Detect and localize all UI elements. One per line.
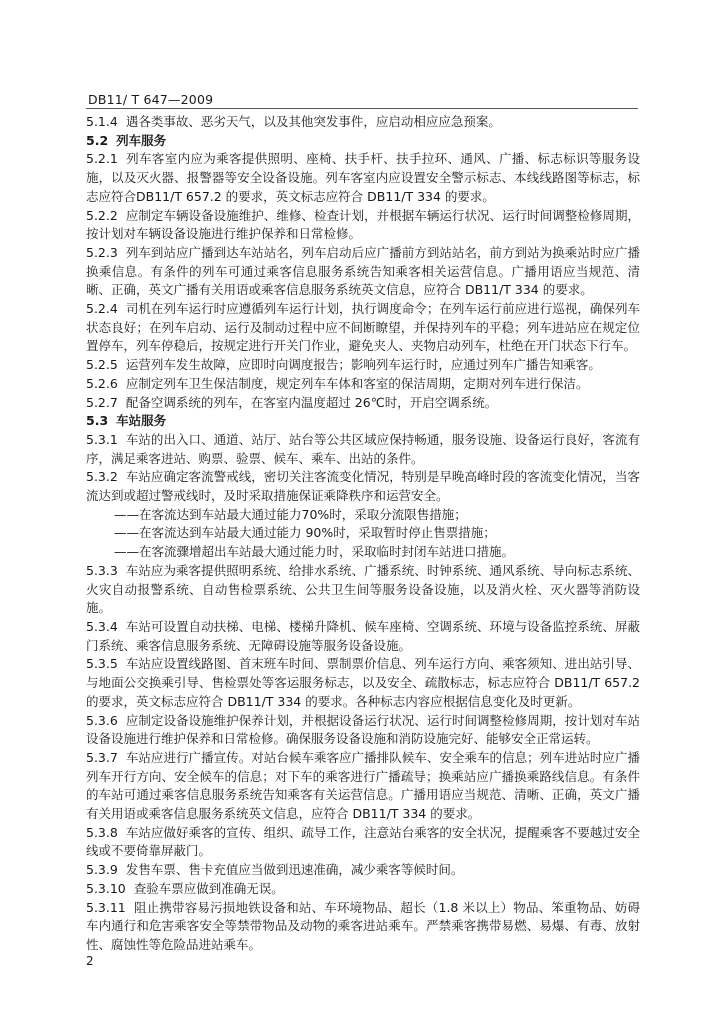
clause-number: 5.2.6 [86, 375, 118, 391]
clause-paragraph [86, 394, 640, 413]
clause-number: 5.3.8 [86, 824, 118, 840]
header-rule [86, 108, 638, 109]
clause-text: ——在客流达到车站最大通过能力70%时，采取分流限售措施； [114, 506, 467, 522]
clause-text: 发售车票、售卡充值应当做到迅速准确，减少乘客等候时间。 [125, 862, 464, 878]
clause-text: 车站应确定客流警戒线，密切关注客流变化情况，特别是早晚高峰时段的客流变化情况，当客流达到或超过警戒线时，及时采取措施保证乘降秩序和运营安全。 [86, 469, 640, 504]
clause-text: 应制定设备设施维护保养计划，并根据设备运行状况、运行时间调整检修周期，按计划对车站设备设施进行维护保养和日常检修。确保服务设备设施和消防设施完好、能够安全正常运转。 [86, 712, 640, 747]
clause-text: 车站的出入口、通道、站厅、站台等公共区域应保持畅通，服务设施、设备运行良好，客流有序，满足乘客进站、购票、验票、候车、乘车、出站的条件。 [86, 431, 640, 466]
clause-paragraph [86, 150, 640, 206]
document-id-header: DB11/ T 647—2009 [88, 92, 214, 107]
clause-number: 5.2.4 [86, 301, 118, 317]
clause-number: 5.1.4 [86, 114, 118, 129]
clause-paragraph [86, 244, 640, 300]
clause-number: 5.2 [86, 132, 109, 148]
clause-number: 5.2.7 [86, 394, 118, 410]
clause-text: ——在客流骤增超出车站最大通过能力时，采取临时封闭车站进口措施。 [114, 544, 515, 560]
list-item [86, 506, 640, 525]
list-item [86, 543, 640, 562]
clause-paragraph [86, 618, 640, 655]
clause-text: 车站应做好乘客的宣传、组织、疏导工作，注意站台乘客的安全状况，提醒乘客不要越过安全线或不要倚靠屏蔽门。 [86, 824, 640, 859]
clause-paragraph [86, 861, 640, 880]
clause-number: 5.2.1 [86, 151, 118, 167]
clause-text: 应制定车辆设备设施维护、维修、检查计划，并根据车辆运行状况、运行时间调整检修周期，按计划对车辆设备设施进行维护保养和日常检修。 [86, 207, 640, 242]
clause-paragraph [86, 899, 640, 955]
clause-paragraph [86, 300, 640, 356]
clause-text: 车站应为乘客提供照明系统、给排水系统、广播系统、时钟系统、通风系统、导向标志系统、火灾自动报警系统、自动售检票系统、公共卫生间等服务设备设施，以及消火栓、灭火器等消防设施。 [86, 562, 640, 616]
clause-paragraph [86, 431, 640, 468]
clause-text: ——在客流达到车站最大通过能力 90%时，采取暂时停止售票措施； [114, 525, 496, 541]
clause-paragraph [86, 712, 640, 749]
clause-number: 5.2.3 [86, 244, 118, 260]
clause-text: 配备空调系统的列车，在客室内温度超过 26℃时，开启空调系统。 [125, 394, 498, 410]
clause-text: 车站服务 [116, 413, 167, 429]
clause-number: 5.2.2 [86, 207, 118, 223]
clause-paragraph [86, 562, 640, 618]
section-heading [86, 412, 640, 431]
clause-number: 5.3 [86, 413, 109, 429]
clause-paragraph [86, 468, 640, 505]
clause-text: 列车客室内应为乘客提供照明、座椅、扶手杆、扶手拉环、通风、广播、标志标识等服务设施，以及灭火器、报警器等安全设备设施。列车客室内应设置安全警示标志、本线线路图等标志，标志应符合DB11/T 657.2 的要求，英文标志应符合 DB11/T 334 的要求。 [86, 151, 640, 204]
page-number: 2 [86, 954, 94, 968]
clause-number: 5.3.6 [86, 712, 118, 728]
clause-number: 5.3.7 [86, 749, 118, 765]
clause-text: 车站应进行广播宣传。对站台候车乘客应广播排队候车、安全乘车的信息；列车进站时应广播列车开行方向、安全候车的信息；对下车的乘客进行广播疏导；换乘站应广播换乘路线信息。有条件的车站可通过乘客信息服务系统告知乘客有关运营信息。广播用语应当规范、清晰、正确，英文广播有关用语或乘客信息服务系统英文信息，应符合 DB11/T 334 的要求。 [86, 749, 640, 822]
clause-paragraph [86, 824, 640, 861]
clause-text: 列车服务 [116, 132, 167, 148]
clause-number: 5.3.1 [86, 431, 118, 447]
clause-paragraph [86, 356, 640, 375]
clause-text: 应制定列车卫生保洁制度，规定列车车体和客室的保洁周期，定期对列车进行保洁。 [125, 375, 589, 391]
clause-number: 5.3.9 [86, 862, 118, 878]
clause-number: 5.3.11 [86, 899, 126, 915]
clause-text: 列车到站应广播到达车站站名，列车启动后应广播前方到站站名，前方到站为换乘站时应广播换乘信息。有条件的列车可通过乘客信息服务系统告知乘客相关运营信息。广播用语应当规范、清晰、正确，英文广播有关用语或乘客信息服务系统英文信息，应符合 DB11/T 334 的要求。 [86, 244, 640, 298]
section-heading [86, 132, 640, 151]
clause-paragraph [86, 375, 640, 394]
clause-number: 5.3.3 [86, 562, 118, 578]
clause-paragraph [86, 880, 640, 899]
clause-text: 车站可设置自动扶梯、电梯、楼梯升降机、候车座椅、空调系统、环境与设备监控系统、屏蔽门系统、乘客信息服务系统、无障碍设施等服务设备设施。 [86, 618, 640, 653]
clause-text: 遇各类事故、恶劣天气，以及其他突发事件，应启动相应应急预案。 [125, 114, 501, 129]
clause-number: 5.3.10 [86, 880, 126, 896]
clause-text: 司机在列车运行时应遵循列车运行计划，执行调度命令；在列车运行前应进行巡视，确保列车状态良好；在列车启动、运行及制动过程中应不间断瞭望，并保持列车的平稳；列车进站应在规定位置停车，列车停稳后，按规定进行开关门作业，避免夹人、夹物启动列车，杜绝在开门状态下行车。 [86, 301, 640, 354]
clause-text: 运营列车发生故障，应即时向调度报告；影响列车运行时，应通过列车广播告知乘客。 [125, 357, 601, 373]
clause-text: 查验车票应做到准确无误。 [133, 880, 284, 896]
clause-number: 5.3.4 [86, 618, 118, 634]
clause-number: 5.2.5 [86, 357, 118, 373]
document-body [86, 113, 640, 955]
clause-number: 5.3.2 [86, 469, 118, 485]
clause-paragraph [86, 113, 640, 132]
clause-text: 车站应设置线路图、首末班车时间、票制票价信息、列车运行方向、乘客须知、进出站引导、与地面公交换乘引导、售检票处等客运服务标志，以及安全、疏散标志，标志应符合 DB11/T 657.2 的要求，英文标志应符合 DB11/T 334 的要求。各种标志内容应根据信息变化及时更新。 [86, 656, 640, 709]
clause-text: 阻止携带容易污损地铁设备和站、车环境物品、超长（1.8 米以上）物品、笨重物品、妨碍车内通行和危害乘客安全等禁带物品及动物的乘客进站乘车。严禁乘客携带易燃、易爆、有毒、放射性、腐蚀性等危险品进站乘车。 [86, 899, 640, 952]
clause-paragraph [86, 207, 640, 244]
clause-paragraph [86, 749, 640, 824]
list-item [86, 524, 640, 543]
clause-paragraph [86, 655, 640, 711]
clause-number: 5.3.5 [86, 656, 118, 672]
